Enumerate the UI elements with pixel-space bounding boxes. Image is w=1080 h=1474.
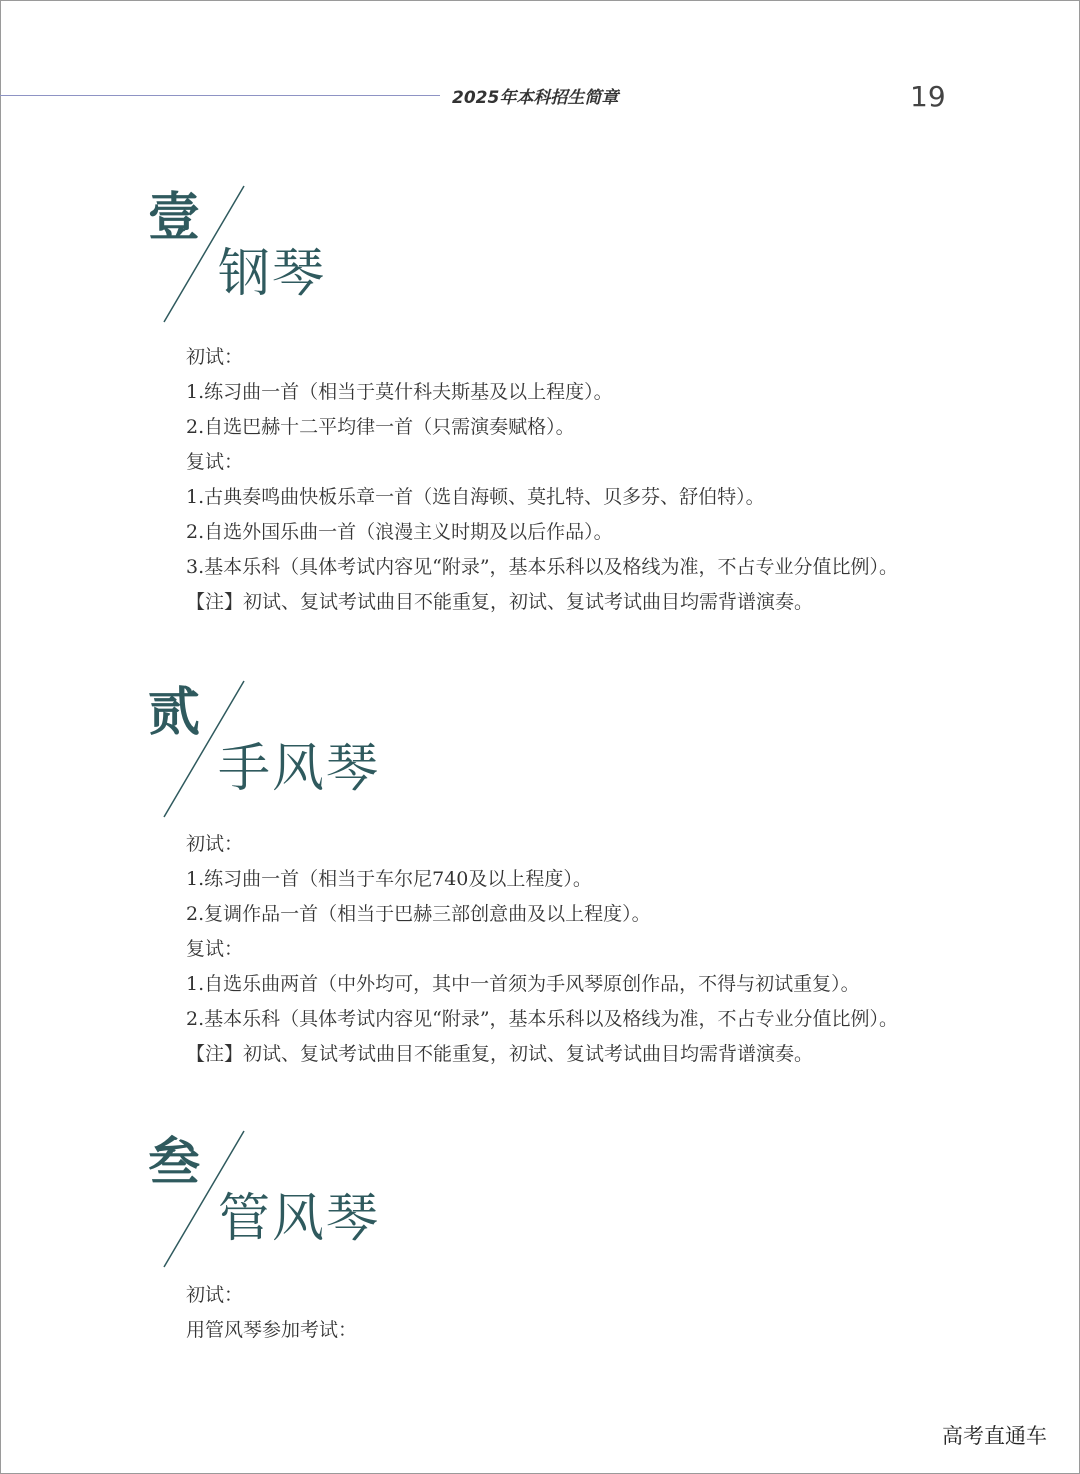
paragraph: 【注】初试、复试考试曲目不能重复，初试、复试考试曲目均需背谱演奏。 bbox=[186, 1043, 814, 1065]
section-numeral: 壹 bbox=[148, 187, 201, 248]
paragraph: 2.基本乐科（具体考试内容见“附录”，基本乐科以及格线为准，不占专业分值比例）。 bbox=[186, 1008, 899, 1030]
paragraph: 2.自选外国乐曲一首（浪漫主义时期及以后作品）。 bbox=[186, 521, 613, 543]
section-title: 手风琴 bbox=[218, 739, 381, 799]
section-title: 管风琴 bbox=[218, 1189, 381, 1249]
section-body-accordion bbox=[142, 827, 942, 1072]
paragraph: 3.基本乐科（具体考试内容见“附录”，基本乐科以及格线为准，不占专业分值比例）。 bbox=[186, 556, 899, 578]
paragraph: 复试： bbox=[186, 938, 244, 960]
paragraph: 1.古典奏鸣曲快板乐章一首（选自海顿、莫扎特、贝多芬、舒伯特）。 bbox=[186, 486, 765, 508]
paragraph: 初试： bbox=[186, 346, 244, 368]
paragraph: 1.练习曲一首（相当于莫什科夫斯基及以上程度）。 bbox=[186, 381, 613, 403]
section-numeral: 叁 bbox=[148, 1132, 201, 1193]
paragraph: 【注】初试、复试考试曲目不能重复，初试、复试考试曲目均需背谱演奏。 bbox=[186, 591, 814, 613]
paragraph: 2.复调作品一首（相当于巴赫三部创意曲及以上程度）。 bbox=[186, 903, 651, 925]
section-body-piano bbox=[142, 340, 942, 620]
paragraph: 初试： bbox=[186, 1284, 244, 1306]
paragraph: 初试： bbox=[186, 833, 244, 855]
page-number: 19 bbox=[910, 80, 946, 113]
paragraph: 1.练习曲一首（相当于车尔尼740及以上程度）。 bbox=[186, 868, 592, 890]
section-body-organ bbox=[142, 1278, 942, 1348]
section-title: 钢琴 bbox=[218, 244, 327, 304]
watermark-text: 高考直通车 bbox=[942, 1424, 1047, 1448]
section-heading-organ bbox=[140, 1125, 440, 1275]
paragraph: 用管风琴参加考试： bbox=[186, 1319, 358, 1341]
paragraph: 2.自选巴赫十二平均律一首（只需演奏赋格）。 bbox=[186, 416, 575, 438]
section-heading-accordion bbox=[140, 675, 440, 825]
section-heading-piano bbox=[140, 180, 440, 330]
section-numeral: 贰 bbox=[148, 682, 201, 743]
header-rule bbox=[0, 95, 440, 96]
paragraph: 复试： bbox=[186, 451, 244, 473]
header-title: 2025年本科招生简章 bbox=[452, 88, 619, 108]
paragraph: 1.自选乐曲两首（中外均可，其中一首须为手风琴原创作品，不得与初试重复）。 bbox=[186, 973, 860, 995]
